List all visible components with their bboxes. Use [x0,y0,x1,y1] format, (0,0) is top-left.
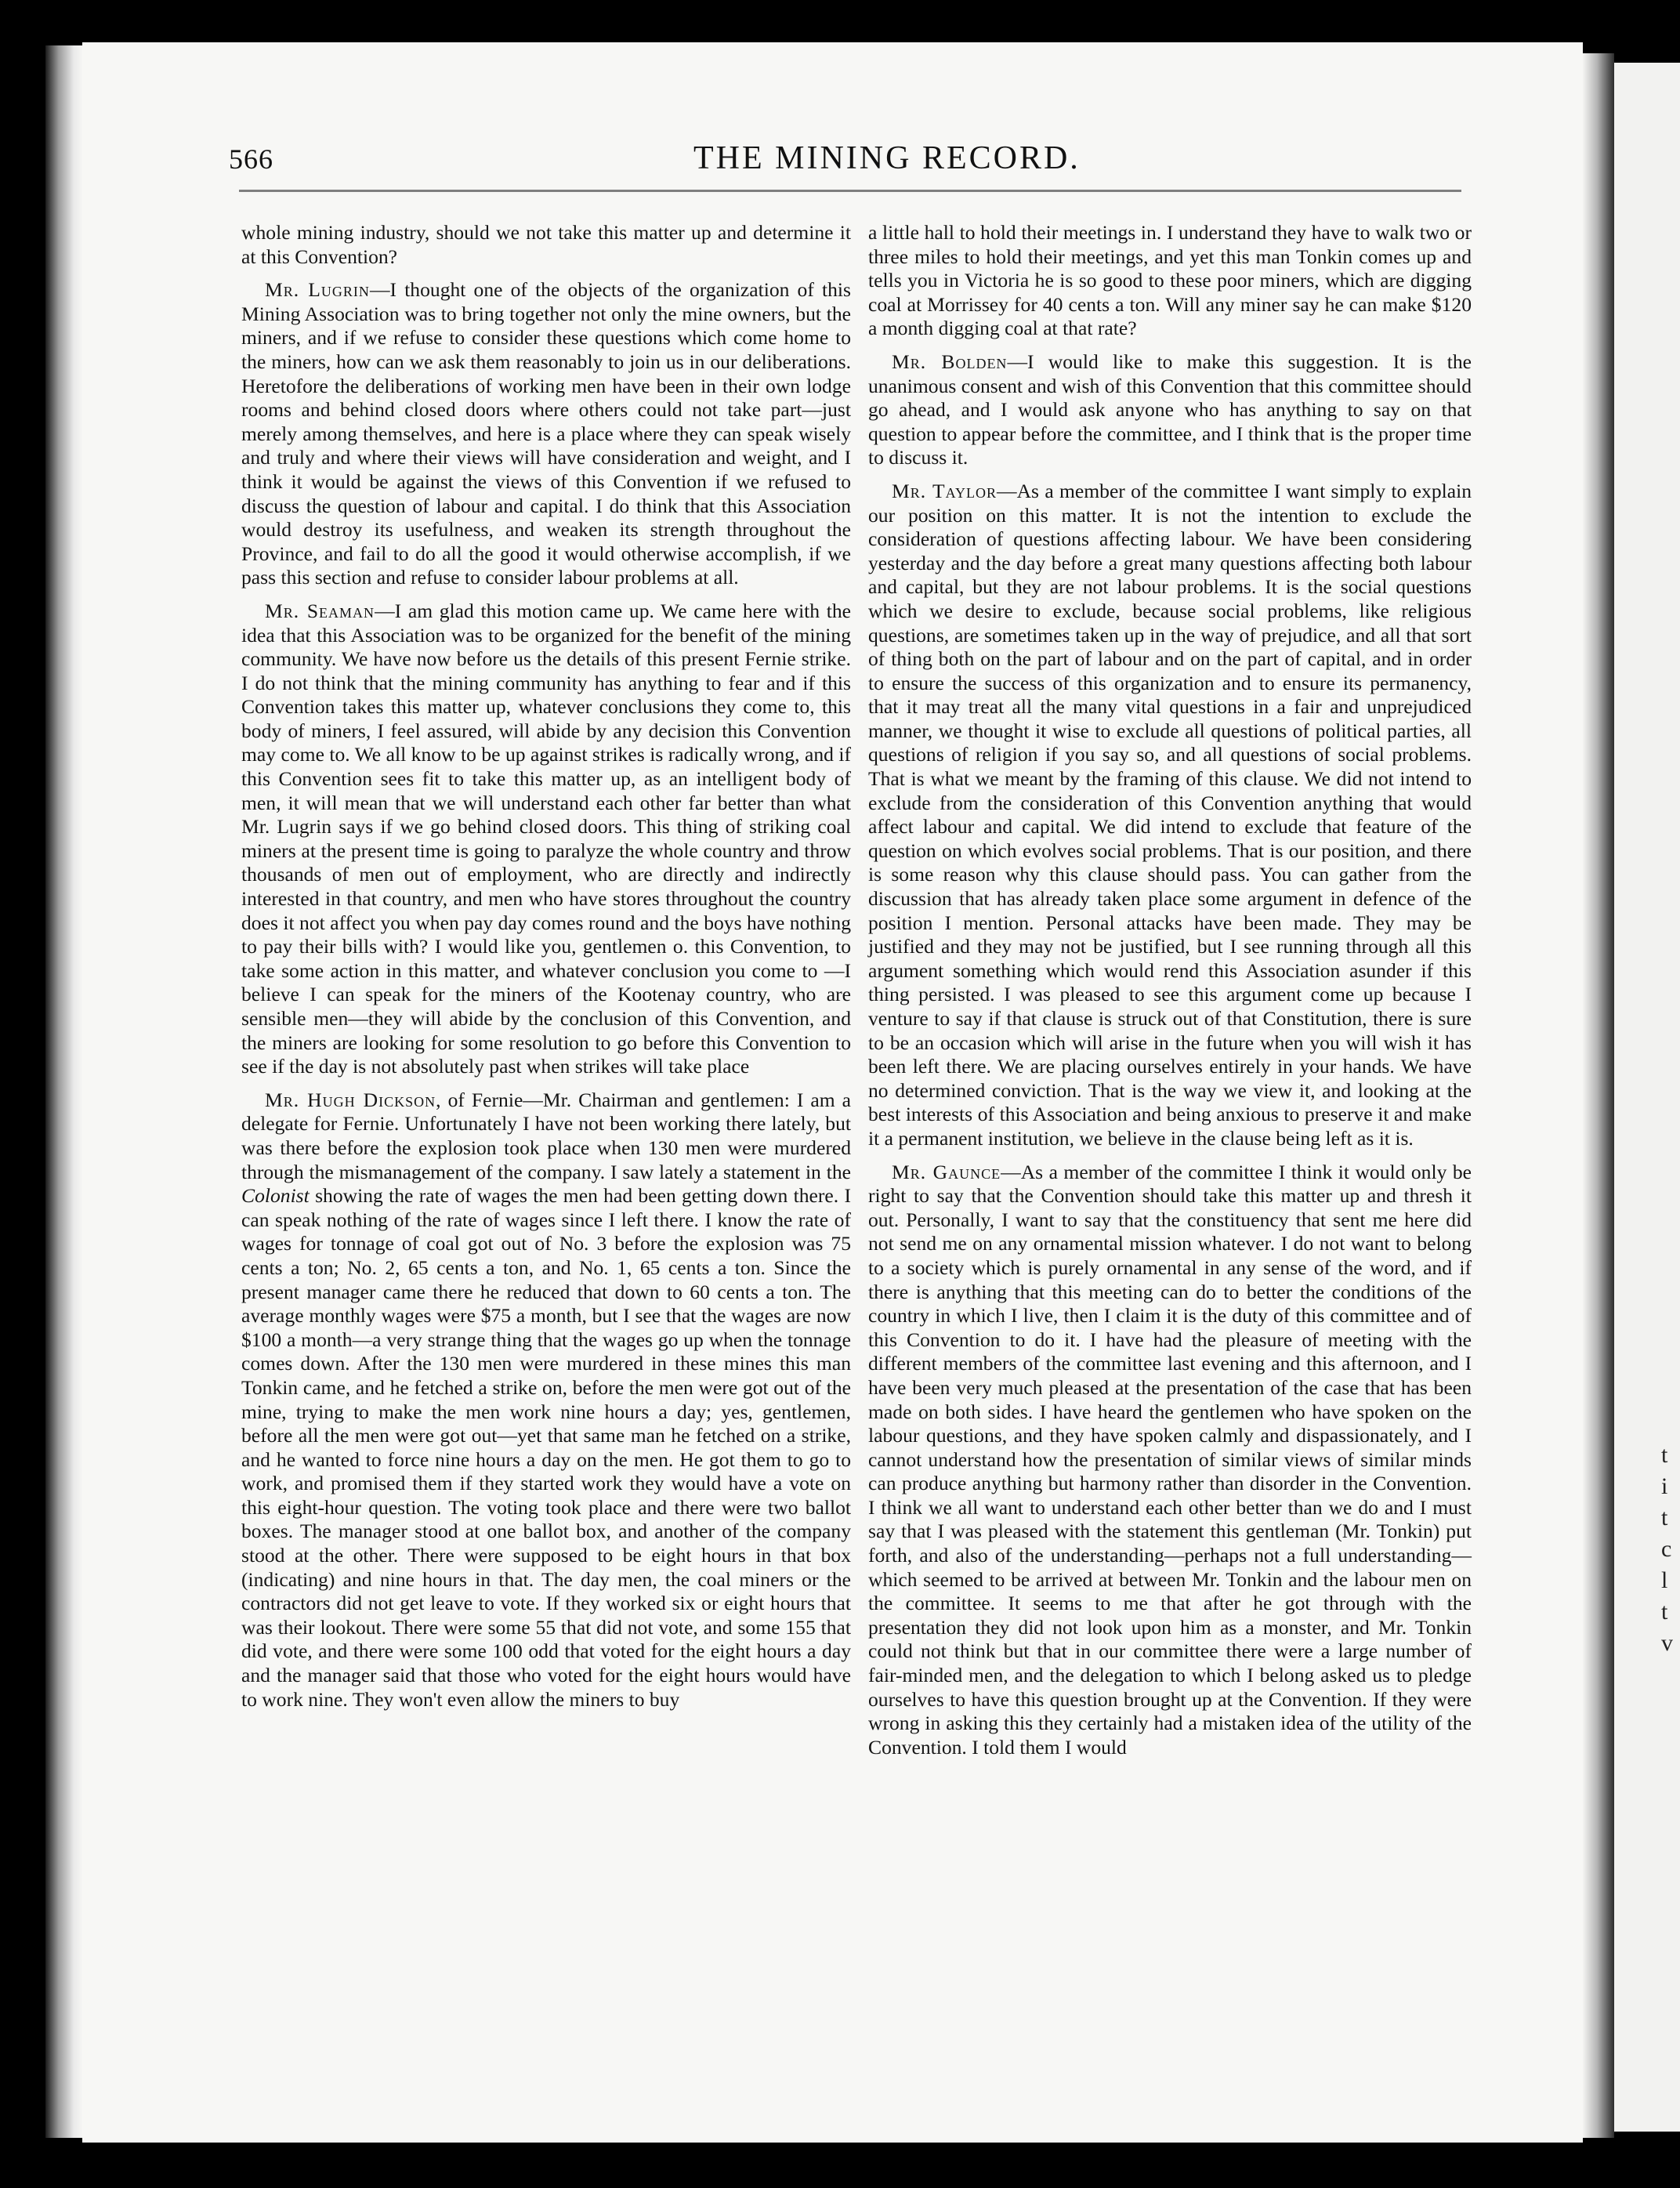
paragraph-text: —As a member of the committee I want simply to explain our position on this matter. It is not the intention to exclude the consideration of questions affecting labour. We have been considering yesterday and the day before a great many questions affecting both labour and capital, but they are not labour problems. It is the social questions which we desire to exclude, because social problems, like religious questions, are sometimes taken up in the way of prejudice, and all that sort of thing both on the part of labour and on the part of capital, and in order to ensure the success of this organization and to ensure its permanency, that it may treat all the many vital questions in a fair and unprejudiced manner, we thought it wise to exclude all questions of political parties, all questions of religion if you say so, and all questions of social problems. That is what we meant by the framing of this clause. We did not intend to exclude from the consideration of this Convention anything that would affect labour and capital. We did intend to exclude that feature of the question on which evolves social problems. That is our position, and there is some reason why this clause should pass. You can gather from the discussion that has already taken place some argument in defence of the position I mention. Personal attacks have been made. They may be justified and they may not be justified, but I see running through all this argument something which would rend this Association asunder if this thing persisted. I was pleased to see this argument come up because I venture to say if that clause is struck out of that Constitution, there is sure to be an occasion which will arise in the future when you will wish it has been left there. We are placing ourselves entirely in your hands. We have no determined conviction. That is the way we view it, and looking at the best interests of this Association and being anxious to preserve it and make it a permanent institution, we believe in the clause being left as it is. [868,479,1472,1150]
paragraph [868,350,1472,470]
page-gutter-shadow [1583,53,1614,2138]
paragraph [868,480,1472,1151]
next-page-fragment: t [1661,1599,1668,1625]
next-page-fragment: t [1661,1442,1668,1468]
paragraph [241,221,851,269]
speaker-name: Mr. Seaman [265,599,375,622]
page-number: 566 [229,143,273,175]
speaker-name: Mr. Hugh Dickson [265,1088,436,1111]
paragraph [868,221,1472,341]
paragraph-text: —I am glad this motion came up. We came here with the idea that this Association was to be organized for the benefit of the mining community. We have now before us the details of this present Fernie strike. I do not think that the mining community has anything to fear and if this Convention takes this matter up, whatever conclusions they come to, this body of miners, I feel assured, will abide by any decision this Convention may come to. We all know to be up against strikes is radically wrong, and if this Convention sees fit to take this matter up, as an intelligent body of men, it will mean that we will understand each other far better than what Mr. Lugrin says if we go behind closed doors. This thing of striking coal miners at the present time is going to paralyze the whole country and throw thousands of men out of employment, who are directly and indirectly interested in that country, and men who have stores throughout the country does it not affect you when pay day comes round and the boys have nothing to pay their bills with? I would like you, gentlemen o. this Convention, to take some action in this matter, and whatever conclusion you come to —I believe I can speak for the miners of the Kootenay country, who are sensible men—they will abide by the conclusion of this Convention, and the miners are looking for some resolution to go before this Convention to see if the day is not absolutely past when strikes will take place [241,599,852,1078]
running-head-title: THE MINING RECORD. [693,140,1081,176]
speaker-name: Mr. Bolden [892,350,1008,373]
paragraph-text: —I thought one of the objects of the organization of this Mining Association was to bring together not only the mine owners, but the miners, and if we refuse to consider these questions which come home to the miners, how can we ask them reasonably to join us in our deliberations. Heretofore the deliberations of working men have been in their own lodge rooms and behind closed doors where others could not take part—just merely among themselves, and here is a place where they can speak wisely and truly and where their views will have consideration and weight, and I think it would be against the views of this Convention if we refused to discuss the question of labour and capital. I do think that this Association would destroy its usefulness, and weaken its strength throughout the Province, and fail to do all the good it would otherwise accomplish, if we pass this section and refuse to consider labour problems at all. [241,278,851,589]
paragraph-text: a little hall to hold their meetings in. I understand they have to walk two or three miles to hold their meetings, and yet this man Tonkin comes up and tells you in Victoria he is so good to these poor miners, which are digging coal at Morrissey for 40 cents a ton. Will any miner say he can make $120 a month digging coal at that rate? [868,221,1472,340]
paragraph [241,1089,851,1712]
next-page-fragment: c [1661,1536,1672,1562]
paragraph-text: showing the rate of wages the men had been getting down there. I can speak nothing of the rate of wages since I left there. I know the rate of wages for tonnage of coal got out of No. 3 before the explosion was 75 cents a ton; No. 2, 65 cents a ton, and No. 1, 65 cents a ton. Since the present manager came there he reduced that down to 60 cents a ton. The average monthly wages were $75 a month, but I see that the wages are now $100 a month—a very strange thing that the wages go up when the tonnage comes down. After the 130 men were murdered in these mines this man Tonkin came, and he fetched a strike on, before the men were got out of the mine, trying to make the men work nine hours a day; yes, gentlemen, before all the men were got out—yet that same man he fetched on a strike, and he wanted to force nine hours a day on the men. He got them to go to work, and promised them if they started work they would have a vote on this eight-hour question. The voting took place and there were two ballot boxes. The manager stood at one ballot box, and another of the company stood at the other. There were supposed to be eight hours in that box (indicating) and nine hours in that. The day men, the coal miners or the contractors did not get leave to vote. If they worked six or eight hours that was their lookout. There were some 55 that did not vote, and some 155 that did vote, and there were some 100 odd that voted for the eight hours a day and the manager said that those who voted for the eight hours would have to work nine. They won't even allow the miners to buy [241,1184,851,1711]
next-page-fragment: i [1661,1473,1668,1499]
paragraph [241,278,851,590]
header-rule [239,190,1461,192]
paragraph [868,1161,1472,1760]
book-spine-shadow [45,45,83,2138]
paragraph-text: , of Fernie—Mr. Chairman and gentlemen: I am a delegate for Fernie. Unfortunately I have not been working there lately, but was there before the explosion took place when 130 men were murdered through the mismanagement of the company. I saw lately a statement in the [241,1088,851,1183]
paragraph-text: —I would like to make this suggestion. It is the unanimous consent and wish of this Convention that this committee should go ahead, and I would ask anyone who has anything to say on that question to appear before the committee, and I think that is the proper time to discuss it. [868,350,1472,469]
next-page-fragment: l [1661,1567,1668,1593]
adjacent-page-edge [1614,63,1680,2132]
next-page-fragment: v [1661,1630,1673,1656]
paragraph-text: whole mining industry, should we not take this matter up and determine it at this Convention? [241,221,851,268]
paragraph-text: —As a member of the committee I think it would only be right to say that the Convention should take this matter up and thresh it out. Personally, I want to say that the constituency that sent me here did not send me on any ornamental mission whatever. I do not want to belong to a society which is purely ornamental in any sense of the word, and if there is anything that this meeting can do to better the conditions of the country in which I live, then I claim it is the duty of this committee and of this Convention to do it. I have had the pleasure of meeting with the different members of the committee last evening and this afternoon, and I have been very much pleased at the presentation of the case that has been made on both sides. I have heard the gentlemen who have spoken on the labour questions, and they have spoken calmly and dispassionately, and I cannot understand how the presentation of similar views of similar minds can produce anything but harmony rather than disorder in the Convention. I think we all want to understand each other better than we do and I must say that I was pleased with the statement this gentleman (Mr. Tonkin) put forth, and also of the understanding—perhaps not a full understanding—which seemed to be arrived at between Mr. Tonkin and the labour men on the committee. It seems to me that after he got through with the presentation they did not look upon him as a monster, and Mr. Tonkin could not think but that in our committee there were a large number of fair-minded men, and the delegation to which I belong asked us to pledge ourselves to have this question brought up at the Convention. If they were wrong in asking this they certainly had a mistaken idea of the utility of the Convention. I told them I would [868,1160,1472,1759]
speaker-name: Mr. Taylor [892,479,997,502]
right-column [868,221,1472,1769]
speaker-name: Mr. Lugrin [265,278,370,302]
newspaper-title: Colonist [241,1184,310,1208]
paragraph [241,600,851,1079]
next-page-fragment: t [1661,1505,1668,1531]
left-column [241,221,851,1721]
speaker-name: Mr. Gaunce [892,1160,1001,1183]
